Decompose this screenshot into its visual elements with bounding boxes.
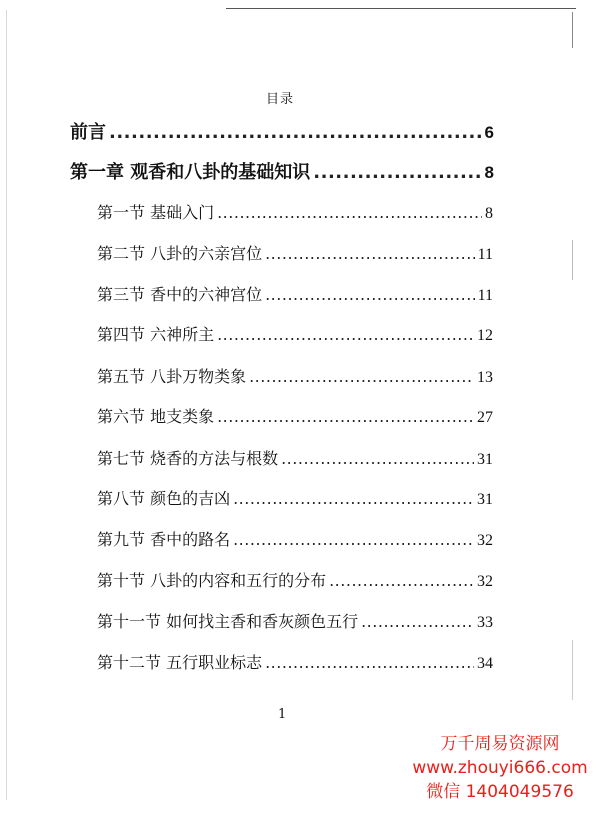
watermark-wechat: 微信 1404049576 — [426, 782, 574, 802]
toc-entry-section-12[interactable] — [97, 650, 493, 673]
watermark-url: www.zhouyi666.com — [412, 758, 588, 778]
toc-entry-label: 第五节 八卦万物类象 — [97, 367, 247, 386]
toc-entry-section-2[interactable] — [97, 241, 493, 264]
dot-leader — [281, 449, 474, 468]
dot-leader — [265, 285, 475, 304]
toc-entry-label: 第十一节 如何找主香和香灰颜色五行 — [97, 612, 359, 631]
top-rule — [226, 8, 576, 9]
toc-entry-label: 第四节 六神所主 — [97, 325, 215, 344]
watermark — [392, 732, 608, 804]
toc-entry-page: 8 — [484, 163, 494, 182]
dot-leader — [329, 571, 474, 590]
toc-entry-section-8[interactable] — [97, 486, 493, 509]
toc-entry-page: 32 — [477, 573, 493, 590]
dot-leader — [361, 612, 474, 631]
toc-entry-section-9[interactable] — [97, 527, 493, 550]
page-number: 1 — [278, 707, 287, 722]
dot-leader — [217, 407, 474, 426]
toc-entry-page: 32 — [477, 532, 493, 549]
toc-entry-page: 31 — [477, 451, 493, 468]
toc-entry-chapter-1[interactable] — [70, 158, 494, 184]
dot-leader — [217, 203, 482, 222]
toc-entry-page: 13 — [477, 369, 493, 386]
toc-heading: 目录 — [265, 92, 294, 107]
right-edge-mark — [572, 240, 573, 280]
dot-leader — [233, 489, 474, 508]
toc-entry-label: 第九节 香中的路名 — [97, 530, 231, 549]
dot-leader — [249, 367, 474, 386]
toc-entry-section-1[interactable] — [97, 200, 493, 223]
toc-entry-section-10[interactable] — [97, 568, 493, 591]
toc-entry-label: 第三节 香中的六神宫位 — [97, 285, 263, 304]
toc-entry-section-3[interactable] — [97, 282, 493, 305]
right-edge-mark — [572, 12, 573, 48]
toc-entry-section-5[interactable] — [97, 364, 493, 387]
toc-entry-section-7[interactable] — [97, 446, 493, 469]
toc-entry-label: 第二节 八卦的六亲宫位 — [97, 244, 263, 263]
right-edge-mark — [572, 640, 573, 700]
toc-entry-page: 31 — [477, 491, 493, 508]
toc-entry-page: 27 — [477, 409, 493, 426]
toc-entry-label: 第十节 八卦的内容和五行的分布 — [97, 571, 327, 590]
toc-entry-label: 第一章 观香和八卦的基础知识 — [70, 162, 311, 183]
toc-entry-section-4[interactable] — [97, 322, 493, 345]
toc-entry-label: 第八节 颜色的吉凶 — [97, 489, 231, 508]
toc-entry-label: 前言 — [70, 122, 106, 143]
toc-entry-page: 34 — [477, 655, 493, 672]
toc-entry-section-6[interactable] — [97, 404, 493, 427]
dot-leader — [233, 530, 474, 549]
watermark-site-name: 万千周易资源网 — [440, 734, 560, 754]
toc-entry-label: 第七节 烧香的方法与根数 — [97, 449, 279, 468]
dot-leader — [265, 653, 474, 672]
toc-entry-page: 6 — [484, 123, 494, 142]
toc-entry-label: 第十二节 五行职业标志 — [97, 653, 263, 672]
toc-entry-page: 12 — [477, 327, 493, 344]
toc-entry-page: 8 — [485, 205, 493, 222]
page-left-edge — [6, 10, 7, 800]
toc-entry-page: 33 — [477, 614, 493, 631]
dot-leader — [313, 162, 481, 183]
toc-entry-page: 11 — [477, 246, 493, 263]
toc-entry-label: 第六节 地支类象 — [97, 407, 215, 426]
toc-entry-page: 11 — [477, 287, 493, 304]
dot-leader — [109, 122, 482, 143]
dot-leader — [265, 244, 475, 263]
toc-entry-label: 第一节 基础入门 — [97, 203, 215, 222]
toc-entry-preface[interactable] — [70, 118, 494, 144]
toc-entry-section-11[interactable] — [97, 609, 493, 632]
dot-leader — [217, 325, 474, 344]
